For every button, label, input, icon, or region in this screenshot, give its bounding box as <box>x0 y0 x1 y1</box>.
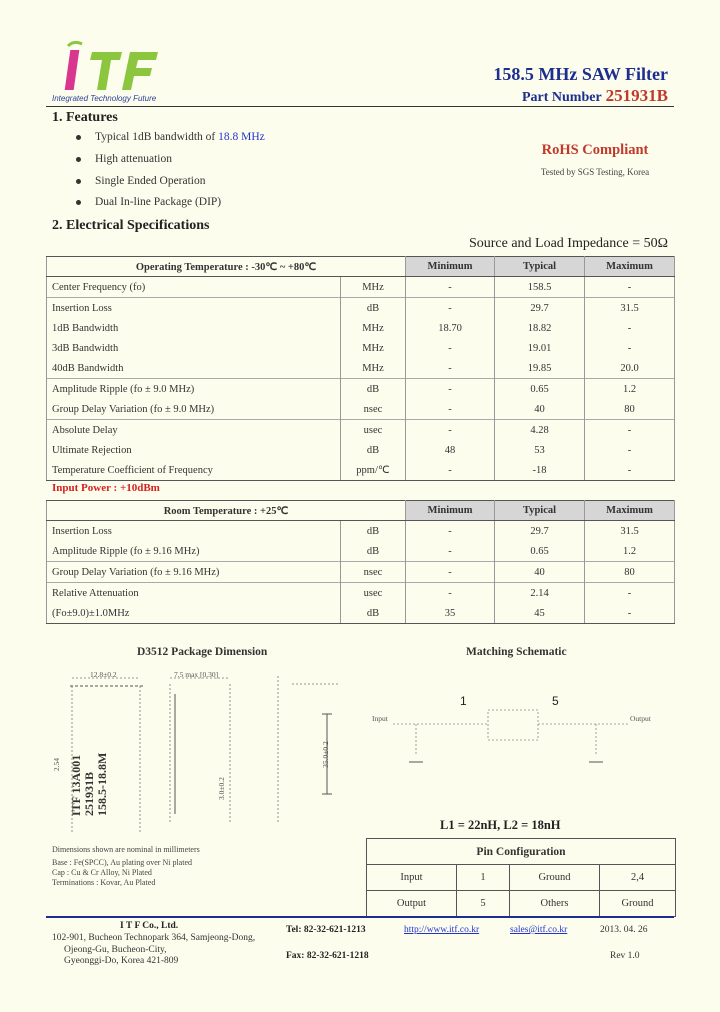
cell-min: 48 <box>406 440 495 460</box>
cell-param: 40dB Bandwidth <box>47 358 341 379</box>
cell-typ: -18 <box>495 460 585 481</box>
cell-param: (Fo±9.0)±1.0MHz <box>47 603 341 624</box>
cell-unit: MHz <box>341 318 406 338</box>
cell-unit: usec <box>341 420 406 441</box>
input-label: Input <box>372 714 388 723</box>
cell-typ: 45 <box>495 603 585 624</box>
table-condition: Room Temperature : +25℃ <box>47 501 406 521</box>
table-row <box>47 399 675 420</box>
cell-typ: 2.14 <box>495 583 585 604</box>
package-note: Terminations : Kovar, Au Plated <box>52 878 156 887</box>
bullet-icon <box>76 135 81 140</box>
pin-config-title: Pin Configuration <box>367 839 676 865</box>
inductor-values: L1 = 22nH, L2 = 18nH <box>440 818 561 832</box>
input-power: Input Power : +10dBm <box>52 482 160 494</box>
pin-config-table <box>366 838 676 917</box>
room-temp-spec-table <box>46 500 675 624</box>
cell-min: - <box>406 358 495 379</box>
cell-param: Amplitude Ripple (fo ± 9.16 MHz) <box>47 541 341 562</box>
rohs-subtitle: Tested by SGS Testing, Korea <box>540 167 650 177</box>
part-number: 251931B <box>605 86 668 105</box>
cell-unit: ppm/℃ <box>341 460 406 481</box>
cell-param: Temperature Coefficient of Frequency <box>47 460 341 481</box>
table-condition: Operating Temperature : -30℃ ~ +80℃ <box>47 257 406 277</box>
table-row <box>47 603 675 624</box>
cell-typ: 19.85 <box>495 358 585 379</box>
table-row: Input 1 Ground 2,4 <box>367 865 676 891</box>
footer-fax: Fax: 82-32-621-1218 <box>286 951 369 961</box>
footer-rev: Rev 1.0 <box>610 951 640 961</box>
cell-typ: 29.7 <box>495 298 585 319</box>
footer-tel: Tel: 82-32-621-1213 <box>286 925 366 935</box>
footer-address: Gyeonggi-Do, Korea 421-809 <box>64 956 179 966</box>
cell-unit: dB <box>341 541 406 562</box>
dim-side-width: 7.5 max [0.30] <box>174 670 219 679</box>
cell-unit: dB <box>341 603 406 624</box>
cell-param: 1dB Bandwidth <box>47 318 341 338</box>
cell-unit: nsec <box>341 399 406 420</box>
cell-min: - <box>406 338 495 358</box>
cell-min: - <box>406 420 495 441</box>
table-row <box>47 521 675 542</box>
cell-typ: 158.5 <box>495 277 585 298</box>
table-row <box>47 583 675 604</box>
feature-item: Single Ended Operation <box>76 175 206 187</box>
table-row <box>47 358 675 379</box>
rohs-title: RoHS Compliant <box>541 142 649 158</box>
cell-unit: dB <box>341 521 406 542</box>
col-maximum: Maximum <box>585 501 675 521</box>
cell-max: - <box>585 338 675 358</box>
cell-param: Ultimate Rejection <box>47 440 341 460</box>
feature-item: Typical 1dB bandwidth of 18.8 MHz <box>76 131 265 143</box>
cell-param: Amplitude Ripple (fo ± 9.0 MHz) <box>47 379 341 400</box>
cell-min: 35 <box>406 603 495 624</box>
cell-unit: MHz <box>341 338 406 358</box>
cell-param: Absolute Delay <box>47 420 341 441</box>
cell-unit: MHz <box>341 358 406 379</box>
cell-min: - <box>406 583 495 604</box>
cell-typ: 0.65 <box>495 541 585 562</box>
cell-min: 18.70 <box>406 318 495 338</box>
col-maximum: Maximum <box>585 257 675 277</box>
electrical-heading: 2. Electrical Specifications <box>52 218 210 233</box>
cell-max: 1.2 <box>585 541 675 562</box>
dim-body-height: 35.0±0.2 <box>320 741 330 768</box>
cell-unit: dB <box>341 298 406 319</box>
cell-param: Group Delay Variation (fo ± 9.16 MHz) <box>47 562 341 583</box>
bullet-icon <box>76 179 81 184</box>
dim-pin-len: 3.0±0.2 <box>216 777 226 800</box>
footer-date: 2013. 04. 26 <box>600 925 648 935</box>
col-typical: Typical <box>495 257 585 277</box>
cell-max: 31.5 <box>585 298 675 319</box>
cell-min: - <box>406 460 495 481</box>
cell-param: Relative Attenuation <box>47 583 341 604</box>
bandwidth-value: 18.8 MHz <box>218 131 265 143</box>
part-number-line <box>522 86 668 106</box>
feature-item: Dual In-line Package (DIP) <box>76 196 221 208</box>
cell-min: - <box>406 379 495 400</box>
cell-max: 80 <box>585 562 675 583</box>
cell-min: - <box>406 521 495 542</box>
matching-diagram <box>368 690 668 810</box>
cell-unit: usec <box>341 583 406 604</box>
part-label: Part Number <box>521 90 602 105</box>
package-note: Cap : Cu & Cr Alloy, Ni Plated <box>52 868 152 877</box>
cell-max: - <box>585 318 675 338</box>
cell-typ: 53 <box>495 440 585 460</box>
output-label: Output <box>630 714 651 723</box>
table-row: Output 5 Others Ground <box>367 891 676 917</box>
email-link[interactable]: sales@itf.co.kr <box>510 925 568 935</box>
cell-unit: MHz <box>341 277 406 298</box>
cell-min: - <box>406 277 495 298</box>
col-minimum: Minimum <box>406 257 495 277</box>
pin-label-5: 5 <box>552 694 559 708</box>
cell-min: - <box>406 399 495 420</box>
cell-max: - <box>585 277 675 298</box>
bullet-icon <box>76 157 81 162</box>
table-row <box>47 277 675 298</box>
product-title: 158.5 MHz SAW Filter <box>493 64 668 84</box>
cell-typ: 40 <box>495 562 585 583</box>
cell-param: 3dB Bandwidth <box>47 338 341 358</box>
cell-typ: 19.01 <box>495 338 585 358</box>
impedance-note: Source and Load Impedance = 50Ω <box>468 236 668 251</box>
table-row <box>47 420 675 441</box>
package-drawing <box>52 664 360 836</box>
cell-max: 1.2 <box>585 379 675 400</box>
features-heading: 1. Features <box>52 110 118 125</box>
table-row <box>47 460 675 481</box>
dim-pin-pitch: 2.54 <box>52 757 62 772</box>
matching-title: Matching Schematic <box>466 646 567 658</box>
table-row <box>47 562 675 583</box>
itf-logo <box>60 38 170 98</box>
cell-min: - <box>406 562 495 583</box>
cell-max: - <box>585 420 675 441</box>
cell-typ: 18.82 <box>495 318 585 338</box>
footer-address: Ojeong-Gu, Bucheon-City, <box>64 945 167 955</box>
cell-unit: dB <box>341 379 406 400</box>
cell-max: - <box>585 603 675 624</box>
table-row <box>47 338 675 358</box>
logo-tagline: Integrated Technology Future <box>52 94 157 103</box>
cell-max: 20.0 <box>585 358 675 379</box>
cell-min: - <box>406 541 495 562</box>
cell-unit: nsec <box>341 562 406 583</box>
pin-label-1: 1 <box>460 694 467 708</box>
cell-param: Insertion Loss <box>47 298 341 319</box>
table-row <box>47 318 675 338</box>
cell-param: Group Delay Variation (fo ± 9.0 MHz) <box>47 399 341 420</box>
footer-address: 102-901, Bucheon Technopark 364, Samjeong-Dong, <box>52 933 256 943</box>
header-rule <box>46 106 674 107</box>
footer-rule <box>46 916 674 918</box>
table-row <box>47 440 675 460</box>
footer-company: I T F Co., Ltd. <box>120 921 179 931</box>
col-minimum: Minimum <box>406 501 495 521</box>
package-marking: ITF 13A001 251931B 158.5-18.8M <box>69 752 109 816</box>
cell-param: Center Frequency (fo) <box>47 277 341 298</box>
cell-max: - <box>585 460 675 481</box>
cell-typ: 0.65 <box>495 379 585 400</box>
table-row <box>47 379 675 400</box>
cell-param: Insertion Loss <box>47 521 341 542</box>
cell-min: - <box>406 298 495 319</box>
table-row <box>47 298 675 319</box>
cell-max: - <box>585 583 675 604</box>
cell-typ: 29.7 <box>495 521 585 542</box>
package-title: D3512 Package Dimension <box>137 646 268 658</box>
feature-item: High attenuation <box>76 153 172 165</box>
cell-max: - <box>585 440 675 460</box>
table-row <box>47 541 675 562</box>
cell-unit: dB <box>341 440 406 460</box>
cell-max: 80 <box>585 399 675 420</box>
cell-max: 31.5 <box>585 521 675 542</box>
bullet-icon <box>76 200 81 205</box>
dim-top-width: 12.8±0.2 <box>90 670 117 679</box>
col-typical: Typical <box>495 501 585 521</box>
cell-typ: 4.28 <box>495 420 585 441</box>
package-note: Dimensions shown are nominal in millimeters <box>52 845 200 854</box>
package-note: Base : Fe(SPCC), Au plating over Ni plated <box>52 858 192 867</box>
website-link[interactable]: http://www.itf.co.kr <box>404 925 480 935</box>
cell-typ: 40 <box>495 399 585 420</box>
operating-spec-table <box>46 256 675 481</box>
